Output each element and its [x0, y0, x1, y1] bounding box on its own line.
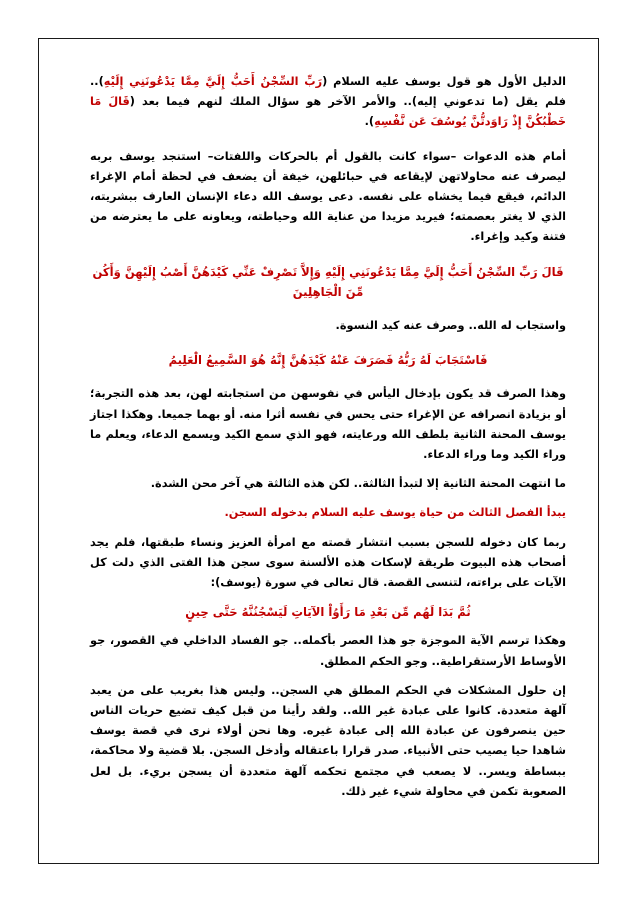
p1-text-b: ).. فلم يقل (ما تدعوني إليه).. والأمر الآخر هو سؤال الملك لنهم فيما بعد ( [90, 75, 566, 109]
chapter-three-heading: يبدأ الفصل الثالث من حياة يوسف عليه السلام بدخوله السجن. [224, 506, 566, 520]
quran-verse-yusuf-35: ثُمَّ بَدَا لَهُم مِّن بَعْدِ مَا رَأَوُاْ الآيَاتِ لَيَسْجُنُنَّهُ حَتَّى حِينٍ [185, 605, 471, 620]
paragraph-entering-prison: ربما كان دخوله للسجن بسبب انتشار قصته مع امرأة العزيز ونساء طبقتها، فلم يجد أصحاب هذه البيوت طريقة لإسكات هذه الألسنة سوى سجن هذا الفتى الذي دلت كل الآيات على براءته، لتنسى القصة. قال تعالى في سورة (يوسف): [90, 535, 566, 590]
paragraph-first-evidence [90, 72, 566, 133]
quran-quote-prison-beloved: رَبِّ السِّجْنُ أَحَبُّ إِلَيَّ مِمَّا يَدْعُونَنِي إِلَيْهِ [103, 75, 323, 88]
paragraph-absolute-rule: إن حلول المشكلات في الحكم المطلق هي السجن.. وليس هذا بغريب على من يعبد آلهة متعددة. كانوا على عبادة غير الله.. ولقد رأينا من قبل كيف تضيع حريات الناس حين ينصرفون عن عبادة الله إلى عبادة غيره. وها نحن أولاء نرى في قصة يوسف شاهدا حيا يصيب حتى الأنبياء. صدر قرارا باعتقاله وأدخل السجن. بلا قضية ولا محاكمة، ببساطة ويسر.. لا يصعب في مجتمع تحكمه آلهة متعددة أن يسجن بريء. بل لعل الصعوبة تكمن في محاولة شيء غير ذلك. [90, 683, 566, 798]
p1-text-a: الدليل الأول هو قول يوسف عليه السلام ( [322, 75, 566, 88]
paragraph-third-trial: ما انتهت المحنة الثانية إلا لتبدأ الثالثة.. لكن هذه الثالثة هي آخر محن الشدة. [150, 477, 566, 491]
paragraph-turning-away: وهذا الصرف قد يكون بإدخال اليأس في نفوسهن من استجابته لهن، بعد هذه التجربة؛ أو بزيادة انصرافه عن الإغراء حتى يحس في نفسه أثرا منه. أو بهما جميعا. وهكذا اجتاز يوسف المحنة الثانية بلطف الله ورعايته، فهو الذي سمع الكيد ويسمع الدعاء، ويعلم ما وراء الكيد وما وراء الدعاء. [90, 387, 566, 462]
p1-text-c: ). [364, 115, 375, 129]
paragraph-era-atmosphere: وهكذا ترسم الآية الموجزة جو هذا العصر بأكمله.. جو الفساد الداخلي في القصور، جو الأوساط الأرستقراطية.. وجو الحكم المطلق. [90, 634, 566, 668]
paragraph-yusuf-prayer: أمام هذه الدعوات –سواء كانت بالقول أم بالحركات واللفتات– استنجد يوسف بربه ليصرف عنه محاولاتهن لإيقاعه في حبائلهن، خيفة أن يضعف في لحظة أمام الإغراء الدائم، فيقع فيما يخشاه على نفسه. دعى يوسف الله دعاء الإنسان العارف ببشريته، الذي لا يغتر بعصمته؛ فيريد مزيدا من عناية الله وحياطته، ويعاونه على ما يعترضه من فتنة وكيد وإغراء. [90, 149, 566, 244]
document-body [90, 72, 566, 802]
quran-quote-king-question: قَالَ مَا خَطْبُكُنَّ إِذْ رَاوَدتُّنَّ يُوسُفَ عَن نَّفْسِهِ [90, 95, 566, 129]
quran-verse-yusuf-33: قَالَ رَبِّ السِّجْنُ أَحَبُّ إِلَيَّ مِمَّا يَدْعُونَنِي إِلَيْهِ وَإِلاَّ تَصْرِفْ عَنِّي كَيْدَهُنَّ أَصْبُ إِلَيْهِنَّ وَأَكُن مِّنَ الْجَاهِلِينَ [92, 264, 564, 299]
paragraph-god-answered: واستجاب له الله.. وصرف عنه كيد النسوة. [335, 319, 566, 333]
quran-verse-yusuf-34: فَاسْتَجَابَ لَهُ رَبُّهُ فَصَرَفَ عَنْهُ كَيْدَهُنَّ إِنَّهُ هُوَ السَّمِيعُ الْعَلِيمُ [168, 353, 488, 368]
